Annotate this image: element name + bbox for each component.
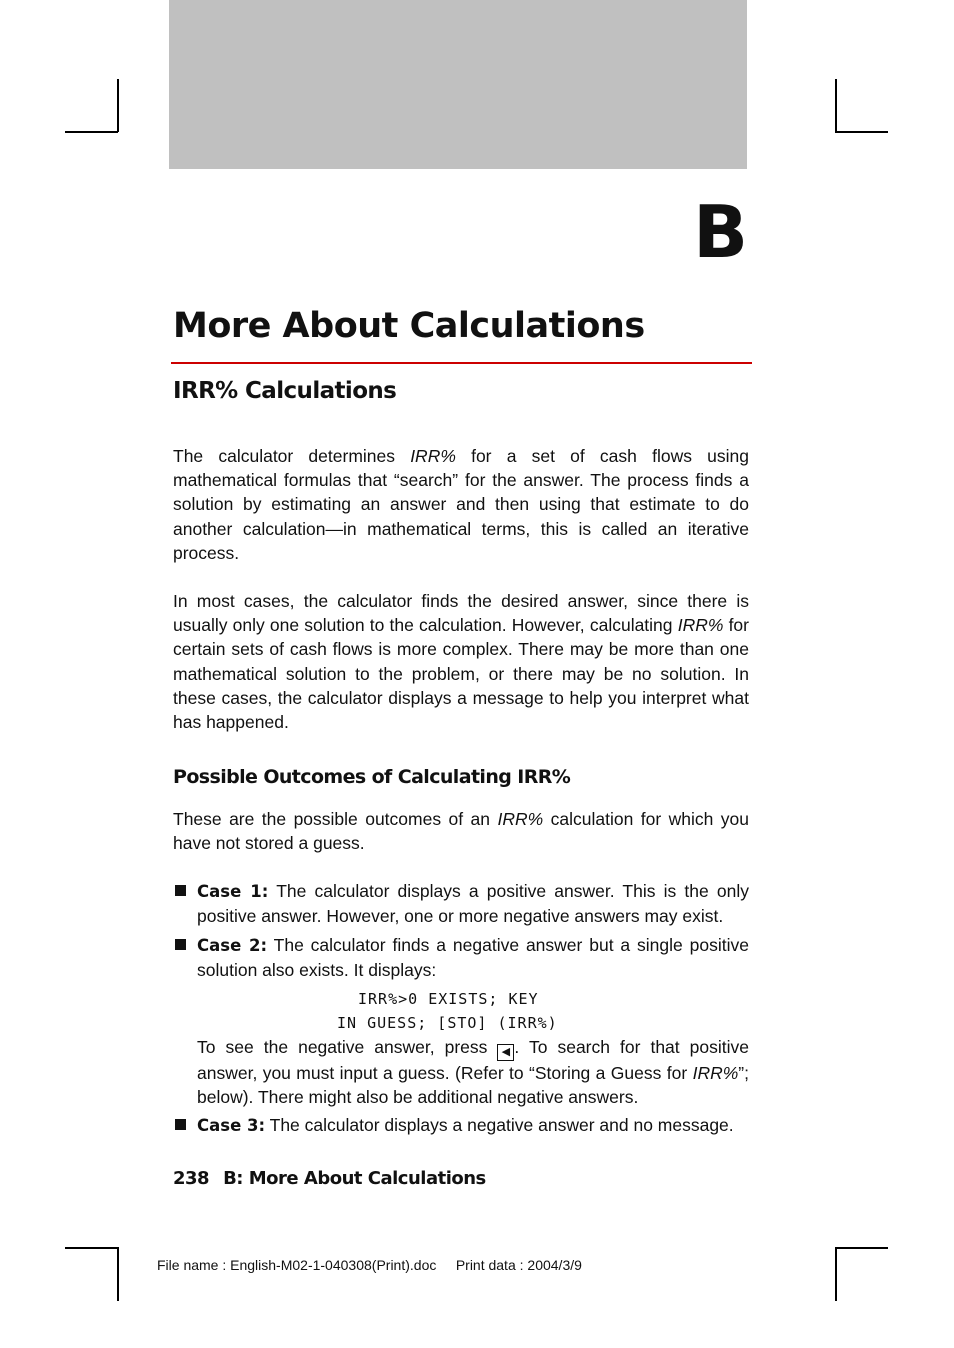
outcomes-intro: These are the possible outcomes of an IRR% calculation for which you have not stored a guess. xyxy=(173,809,749,854)
crop-mark-top-left-horizontal xyxy=(65,131,118,133)
page-footer xyxy=(173,1168,486,1189)
print-info xyxy=(157,1257,582,1273)
crop-mark-top-left-vertical xyxy=(117,79,119,132)
subsection-title: Possible Outcomes of Calculating IRR% xyxy=(173,766,571,788)
crop-mark-bottom-left-vertical xyxy=(117,1247,119,1301)
crop-mark-bottom-left-horizontal xyxy=(65,1247,118,1249)
section-title: IRR% Calculations xyxy=(173,378,397,404)
crop-mark-bottom-right-horizontal xyxy=(835,1247,888,1249)
file-name: File name : English-M02-1-040308(Print).doc xyxy=(157,1257,437,1273)
crop-mark-top-right-horizontal xyxy=(835,131,888,133)
bullet-square-icon xyxy=(175,1119,186,1130)
bullet-square-icon xyxy=(175,885,186,896)
title-rule xyxy=(171,362,752,364)
print-date: Print data : 2004/3/9 xyxy=(455,1257,582,1273)
chapter-title: More About Calculations xyxy=(173,306,645,346)
chapter-letter: B xyxy=(693,190,748,274)
second-paragraph: In most cases, the calculator finds the desired answer, since there is usually only one solution to the calculation. However, calculating IRR% for certain sets of cash flows is more complex. There may be more than one mathematical solution to the problem, or there may be no solution. In these cases, the calculator displays a message to help you interpret what has happened. xyxy=(173,591,749,733)
intro-paragraph: The calculator determines IRR% for a set of cash flows using mathematical formulas that “search” for the answer. The process finds a solution by estimating an answer and then using that estimate to do another calculation—in mathematical terms, this is called an iterative process. xyxy=(173,446,749,563)
display-message-line-1: IRR%>0 EXISTS; KEY xyxy=(358,990,539,1008)
back-arrow-key-icon: ◀ xyxy=(497,1044,514,1061)
case-2-followup: To see the negative answer, press ◀ . To search for that positive answer, you must input a guess. (Refer to “Storing a Guess for IRR%”; below). There might also be additional negative answers. xyxy=(197,1037,749,1107)
page-number: 238 xyxy=(173,1168,210,1189)
bullet-square-icon xyxy=(175,939,186,950)
running-title: B: More About Calculations xyxy=(223,1168,486,1189)
crop-mark-top-right-vertical xyxy=(835,79,837,132)
crop-mark-bottom-right-vertical xyxy=(835,1247,837,1301)
case-3-item: Case 3: The calculator displays a negative answer and no message. xyxy=(197,1115,734,1135)
display-message-line-2: IN GUESS; [STO] (IRR%) xyxy=(337,1014,558,1032)
case-1-item: Case 1: The calculator displays a positive answer. This is the only positive answer. However, one or more negative answers may exist. xyxy=(197,881,749,926)
header-band xyxy=(169,0,747,169)
case-2-item: Case 2: The calculator finds a negative answer but a single positive solution also exists. It displays: xyxy=(197,935,749,980)
